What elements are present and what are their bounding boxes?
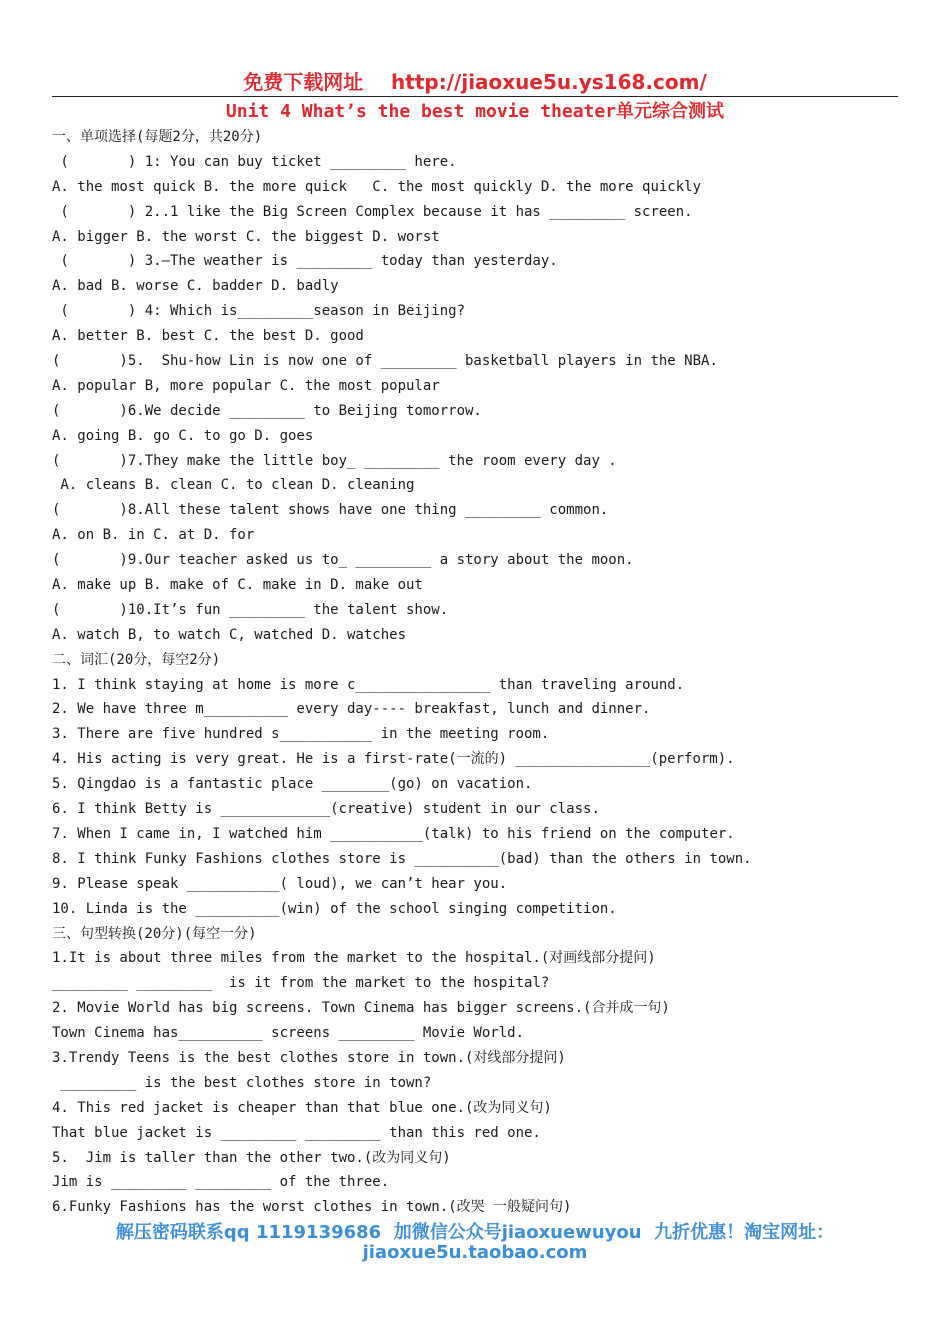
worksheet-line: ( )10.It’s fun _________ the talent show. (52, 601, 449, 618)
worksheet-line: A. going B. go C. to go D. goes (52, 427, 314, 444)
worksheet-line: That blue jacket is _________ _________ than this red one. (52, 1124, 541, 1141)
worksheet-line: A. bigger B. the worst C. the biggest D. worst (52, 228, 440, 245)
worksheet-line: 8. I think Funky Fashions clothes store is __________(bad) than the others in town. (52, 850, 752, 867)
worksheet-line: 7. When I came in, I watched him ___________(talk) to his friend on the computer. (52, 825, 735, 842)
worksheet-line: 1.It is about three miles from the market to the hospital.(对画线部分提问) (52, 950, 656, 967)
worksheet-line: ( ) 2..1 like the Big Screen Complex because it has _________ screen. (52, 203, 693, 220)
footer-contact-line: 解压密码联系qq 1119139686 加微信公众号jiaoxuewuyou 九折优惠！淘宝网址： (115, 1222, 835, 1243)
page-title: Unit 4 What’s the best movie theater单元综合测试 (225, 101, 725, 122)
worksheet-line: ( ) 3.—The weather is _________ today than yesterday. (52, 253, 558, 270)
worksheet-line: A. cleans B. clean C. to clean D. cleaning (52, 477, 415, 494)
worksheet-line: 三、句型转换(20分)(每空一分) (52, 925, 257, 942)
worksheet-line: Town Cinema has__________ screens _________ Movie World. (52, 1025, 525, 1042)
download-url-header: 免费下载网址 http://jiaoxue5u.ys168.com/ (243, 70, 707, 94)
worksheet-line: ( ) 4: Which is_________season in Beijing? (52, 303, 466, 320)
worksheet-line: 3.Trendy Teens is the best clothes store in town.(对线部分提问) (52, 1049, 566, 1066)
worksheet-line: 3. There are five hundred s___________ in the meeting room. (52, 726, 550, 743)
worksheet-line: 二、词汇(20分，每空2分) (52, 651, 221, 668)
worksheet-line: A. on B. in C. at D. for (52, 527, 255, 544)
footer-shop-url: jiaoxue5u.taobao.com (362, 1242, 588, 1263)
worksheet-line: _________ is the best clothes store in town? (52, 1074, 432, 1091)
worksheet-line: 10. Linda is the __________(win) of the school singing competition. (52, 900, 617, 917)
worksheet-line: ( ) 1: You can buy ticket _________ here. (52, 153, 457, 170)
worksheet-line: ( )5. Shu-how Lin is now one of _________ basketball players in the NBA. (52, 353, 718, 370)
worksheet-line: ( )7.They make the little boy_ _________ the room every day . (52, 452, 617, 469)
worksheet-line: 一、单项选择(每题2分，共20分) (52, 129, 263, 145)
worksheet-line: A. bad B. worse C. badder D. badly (52, 278, 339, 295)
worksheet-line: ( )6.We decide _________ to Beijing tomorrow. (52, 402, 482, 419)
worksheet-line: 6.Funky Fashions has the worst clothes in town.(改哭 一般疑问句) (52, 1199, 572, 1216)
worksheet-line: ( )8.All these talent shows have one thing _________ common. (52, 502, 609, 519)
worksheet-line: 2. We have three m__________ every day---- breakfast, lunch and dinner. (52, 701, 651, 718)
worksheet-line: A. popular B, more popular C. the most popular (52, 377, 440, 394)
worksheet-line: ( )9.Our teacher asked us to_ _________ a story about the moon. (52, 552, 634, 569)
worksheet-body (52, 125, 932, 1220)
worksheet-line: A. better B. best C. the best D. good (52, 328, 364, 345)
worksheet-line: 4. This red jacket is cheaper than that blue one.(改为同义句) (52, 1099, 552, 1116)
worksheet-line: 6. I think Betty is _____________(creative) student in our class. (52, 801, 600, 818)
worksheet-line: 1. I think staying at home is more c________________ than traveling around. (52, 676, 685, 693)
worksheet-line: 4. His acting is very great. He is a first-rate(一流的) ________________(perform). (52, 751, 735, 768)
worksheet-line: 5. Qingdao is a fantastic place ________(go) on vacation. (52, 776, 533, 793)
worksheet-line: 9. Please speak ___________( loud), we can’t hear you. (52, 875, 508, 892)
worksheet-line: Jim is _________ _________ of the three. (52, 1174, 390, 1191)
worksheet-line: A. make up B. make of C. make in D. make out (52, 577, 423, 594)
worksheet-line: A. the most quick B. the more quick C. the most quickly D. the more quickly (52, 178, 702, 195)
worksheet-line: _________ _________ is it from the market to the hospital? (52, 975, 550, 992)
worksheet-line: A. watch B, to watch C, watched D. watches (52, 626, 407, 643)
worksheet-line: 5. Jim is taller than the other two.(改为同义句) (52, 1149, 451, 1166)
worksheet-line: 2. Movie World has big screens. Town Cinema has bigger screens.(合并成一句) (52, 1000, 670, 1017)
